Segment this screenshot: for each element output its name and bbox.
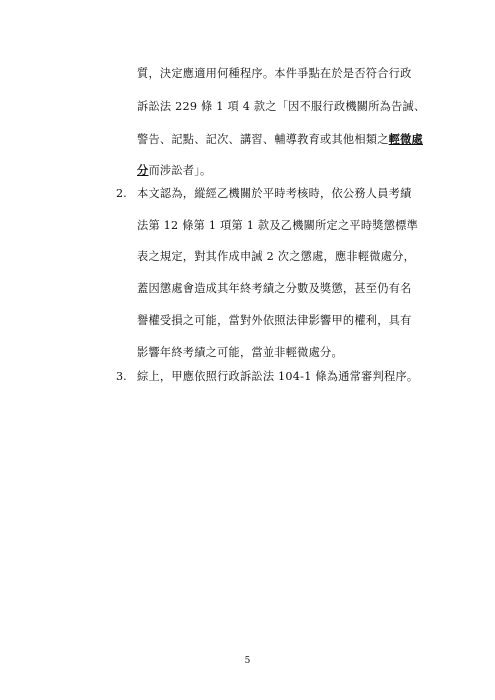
list-item-line: 綜上，甲應依照行政訴訟法 104-1 條為通常審判程序。 bbox=[137, 370, 419, 383]
paragraph-line-text: 警告、記點、記次、講習、輔導教育或其他相類之 bbox=[137, 133, 389, 146]
list-item-line: 表之規定，對其作成申誡 2 次之懲處，應非輕微處分， bbox=[137, 250, 416, 263]
paragraph-line: 質，決定應適用何種程序。本件爭點在於是否符合行政 bbox=[137, 67, 412, 80]
emphasized-term: 輕微處 bbox=[388, 132, 423, 146]
list-item-line: 法第 12 條第 1 項第 1 款及乙機關所定之平時獎懲標準 bbox=[137, 219, 419, 232]
list-item-line: 譽權受損之可能，當對外依照法律影響甲的權利，具有 bbox=[137, 314, 412, 327]
paragraph-line bbox=[137, 132, 423, 147]
emphasized-term: 分 bbox=[137, 163, 149, 177]
list-item-number: 3. bbox=[116, 370, 127, 383]
list-item-number: 2. bbox=[116, 187, 127, 200]
paragraph-line: 訴訟法 229 條 1 項 4 款之「因不服行政機關所為告誡、 bbox=[137, 100, 426, 113]
paragraph-line bbox=[137, 163, 211, 178]
page-number: 5 bbox=[244, 656, 251, 666]
paragraph-line-text: 而涉訟者」。 bbox=[148, 164, 212, 177]
list-item-line: 本文認為，縱經乙機關於平時考核時，依公務人員考績 bbox=[137, 187, 412, 200]
list-item-line: 蓋因懲處會造成其年終考績之分數及獎懲，甚至仍有名 bbox=[137, 282, 412, 295]
list-item-line: 影響年終考績之可能，當並非輕微處分。 bbox=[137, 346, 343, 359]
